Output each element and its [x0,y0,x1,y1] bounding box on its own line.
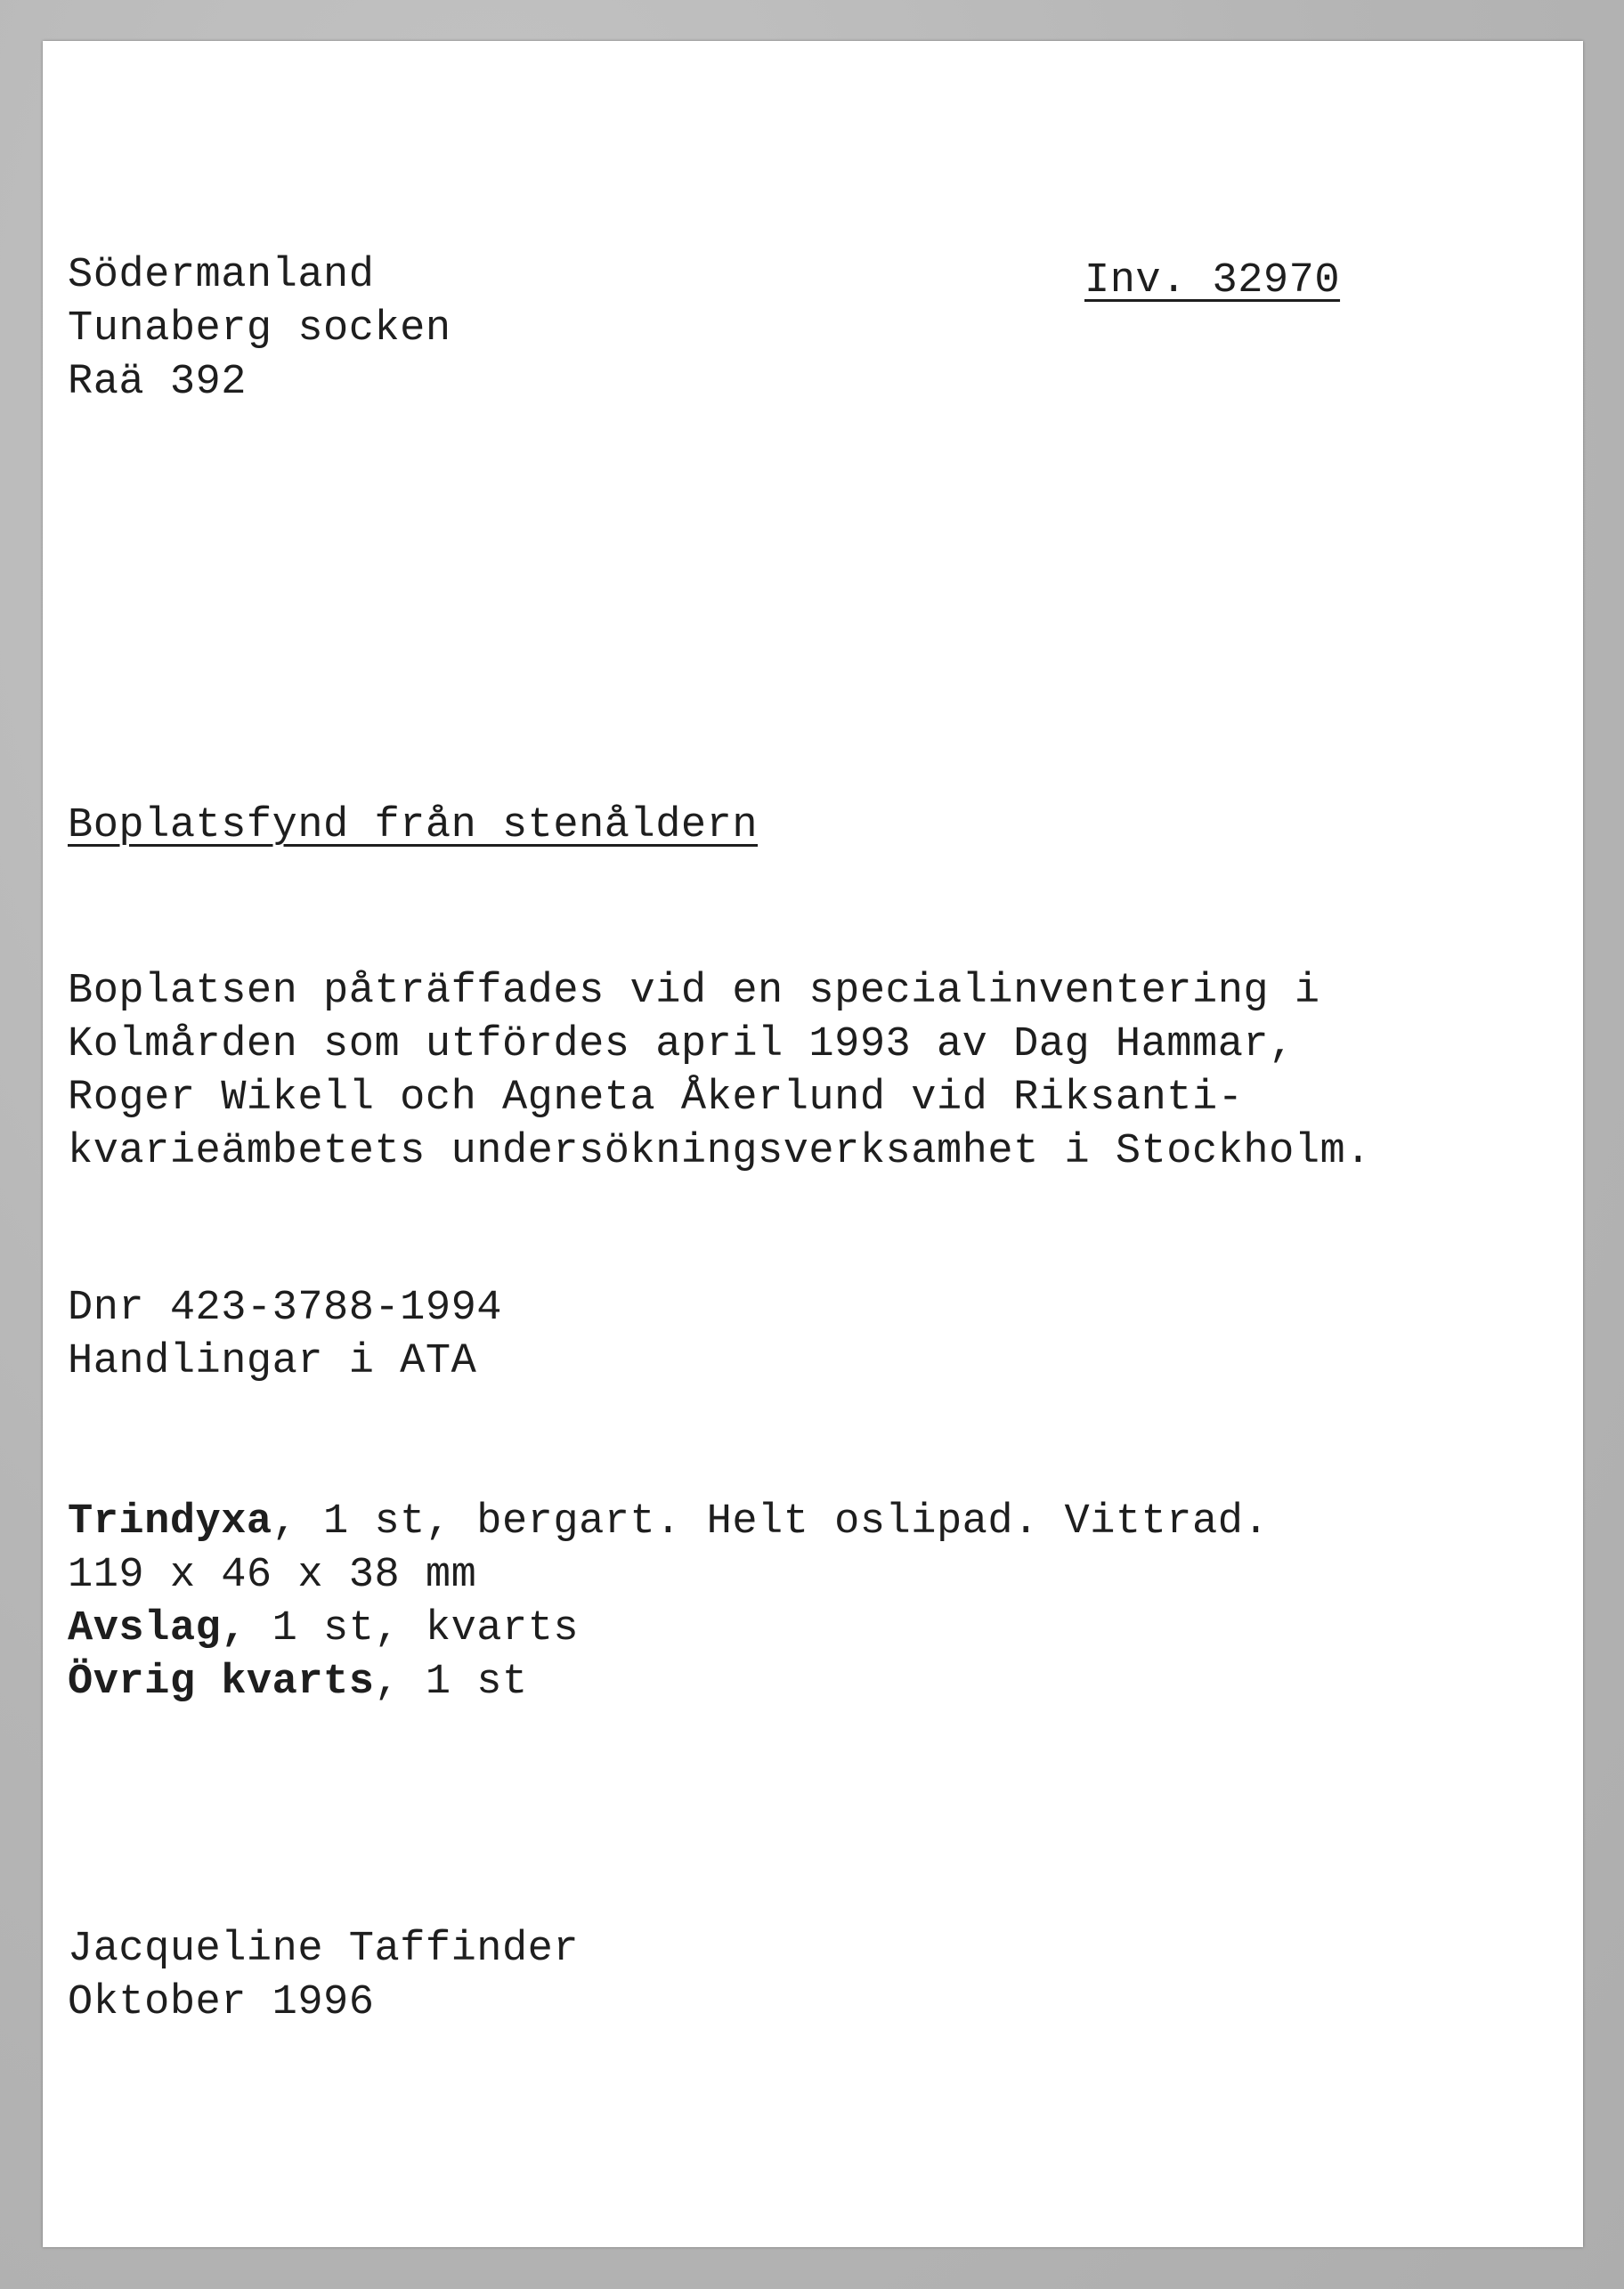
author-name: Jacqueline Taffinder [68,1926,580,1973]
find-details: , 1 st [374,1659,528,1706]
parish-label: Tunaberg socken [68,305,451,353]
find-details: , 1 st, bergart. Helt oslipad. Vittrad. [272,1498,1270,1546]
find-name: Trindyxa [68,1498,272,1546]
province-label: Södermanland [68,252,375,299]
find-details: 1 st, kvarts [246,1605,580,1652]
find-item-2 [68,1549,476,1603]
documents-location: Handlingar i ATA [68,1338,477,1385]
paragraph-line-1: Boplatsen påträffades vid en specialinventering i [68,968,1320,1015]
paragraph-line-2: Kolmården som utfördes april 1993 av Dag Hammar, [68,1021,1295,1068]
find-name: Avslag, [68,1605,247,1652]
paragraph-line-4: kvarieämbetets undersökningsverksamhet i Stockholm. [68,1128,1371,1175]
dnr-number: Dnr 423-3788-1994 [68,1285,502,1332]
find-details: 119 x 46 x 38 mm [68,1552,477,1599]
find-item-4 [68,1656,528,1709]
find-name: Övrig kvarts [68,1659,375,1706]
catalog-card [43,41,1583,2247]
find-item-3 [68,1603,579,1656]
find-item-1 [68,1496,1269,1549]
raa-number: Raä 392 [68,359,247,406]
inventory-number: Inv. 32970 [1084,257,1341,304]
paragraph-line-3: Roger Wikell och Agneta Åkerlund vid Riksanti- [68,1075,1244,1122]
document-heading: Boplatsfynd från stenåldern [68,802,759,849]
document-date: Oktober 1996 [68,1979,375,2026]
